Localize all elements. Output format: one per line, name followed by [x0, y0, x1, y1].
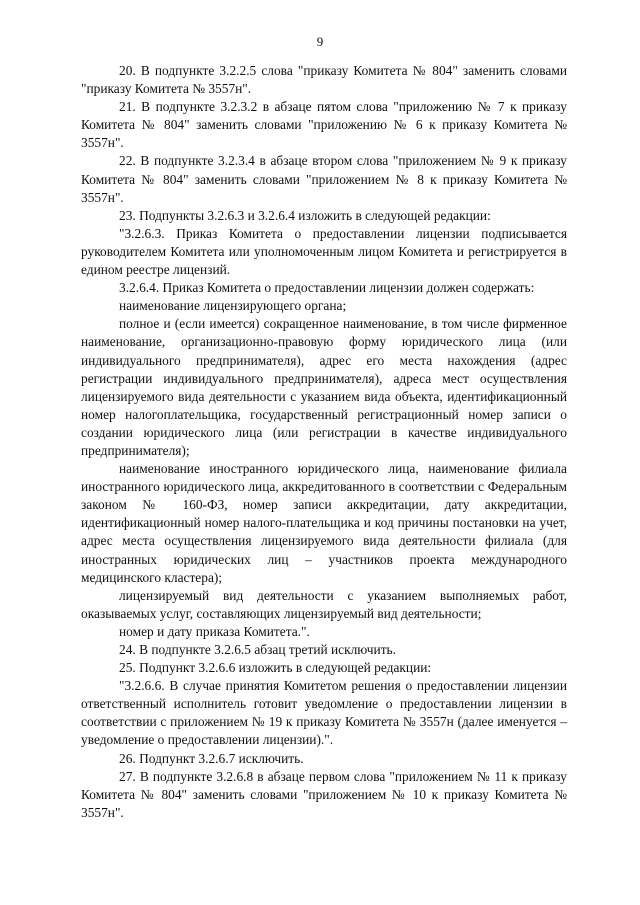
paragraph-item-26: 26. Подпункт 3.2.6.7 исключить.	[119, 750, 304, 766]
paragraph-licensing-authority: наименование лицензирующего органа;	[119, 298, 347, 314]
paragraph-licensed-activity: лицензируемый вид деятельности с указанием выполняемых работ, оказываемых услуг, составляющих лицензируемый вид деятельности;	[81, 587, 567, 621]
paragraph-item-20: 20. В подпункте 3.2.2.5 слова "приказу Комитета № 804" заменить словами "приказу Комитета № 3557н".	[81, 63, 567, 97]
paragraph-full-name: полное и (если имеется) сокращенное наименование, в том числе фирменное наименование, организационно-правовую форму юридического лица (или индивидуального предпринимателя), адрес его места нахождения (адрес регистрации индивидуального предпринимателя), адреса мест осуществления лицензируемого вида деятельности с указанием вида объекта, идентификационный номер налогоплательщика, государственный регистрационный номер записи о создании юридического лица (или регистрации в качестве индивидуального предпринимателя);	[81, 316, 567, 458]
paragraph-item-27: 27. В подпункте 3.2.6.8 в абзаце первом слова "приложением № 11 к приказу Комитета № 804" заменить словами "приложением № 10 к приказу Комитета № 3557н".	[81, 768, 567, 820]
document-body	[81, 62, 567, 822]
paragraph-foreign-entity: наименование иностранного юридического лица, наименование филиала иностранного юридического лица, аккредитованного в соответствии с Федеральным законом № 160-ФЗ, номер записи аккредитации, дату аккредитации, идентификационный номер налого-плательщика и код причины постановки на учет, адрес места осуществления лицензируемого вида деятельности филиала (для иностранных юридических лиц – участников проекта международного медицинского кластера);	[81, 461, 567, 585]
paragraph-item-21: 21. В подпункте 3.2.3.2 в абзаце пятом слова "приложению № 7 к приказу Комитета № 804" заменить словами "приложению № 6 к приказу Комитета № 3557н".	[81, 99, 567, 151]
paragraph-item-23: 23. Подпункты 3.2.6.3 и 3.2.6.4 изложить в следующей редакции:	[119, 207, 491, 223]
paragraph-3-2-6-6: "3.2.6.6. В случае принятия Комитетом решения о предоставлении лицензии ответственный исполнитель готовит уведомление о предоставлении лицензии в соответствии с приложением № 19 к приказу Комитета № 3557н (далее именуется – уведомление о предоставлении лицензии).".	[81, 678, 567, 748]
paragraph-3-2-6-4: 3.2.6.4. Приказ Комитета о предоставлении лицензии должен содержать:	[119, 280, 535, 296]
paragraph-3-2-6-3: "3.2.6.3. Приказ Комитета о предоставлении лицензии подписывается руководителем Комитета или уполномоченным лицом Комитета и регистрируется в едином реестре лицензий.	[81, 225, 567, 278]
paragraph-item-22: 22. В подпункте 3.2.3.4 в абзаце втором слова "приложением № 9 к приказу Комитета № 804" заменить словами "приложением № 8 к приказу Комитета № 3557н".	[81, 153, 567, 205]
paragraph-item-24: 24. В подпункте 3.2.6.5 абзац третий исключить.	[119, 642, 397, 657]
paragraph-order-number-date: номер и дату приказа Комитета.".	[119, 623, 310, 639]
paragraph-item-25: 25. Подпункт 3.2.6.6 изложить в следующей редакции:	[119, 660, 432, 676]
page-number: 9	[316, 34, 324, 49]
